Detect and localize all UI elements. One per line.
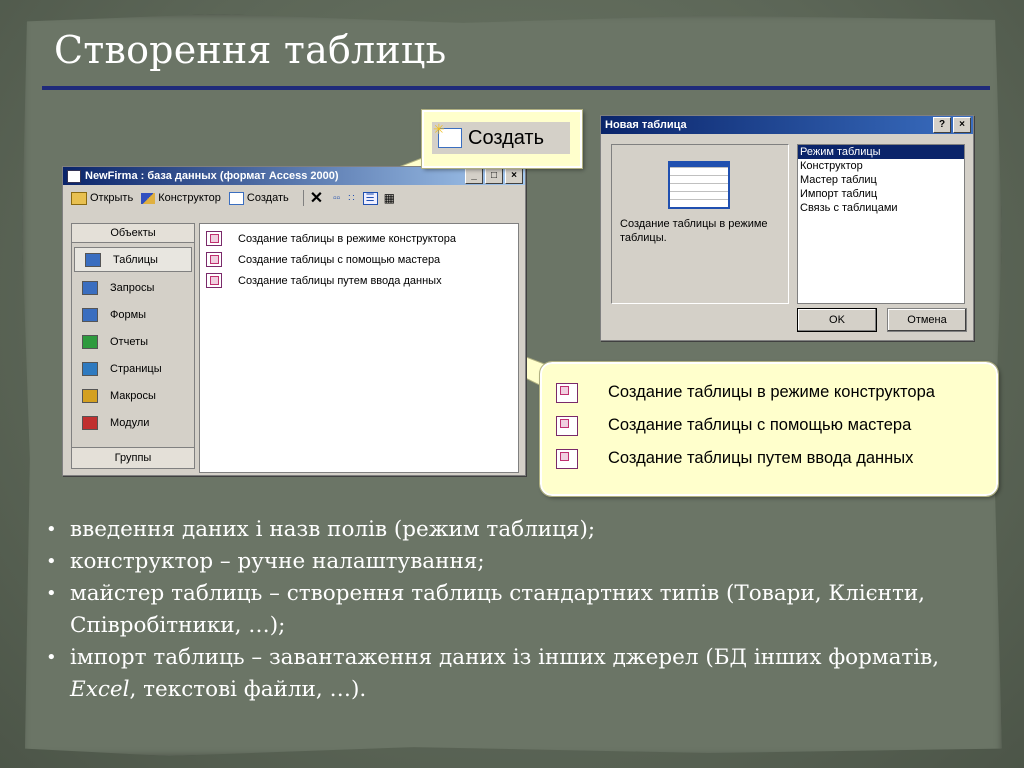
table-mode-option[interactable]: Связь с таблицами (800, 202, 898, 214)
form-icon (82, 308, 98, 322)
new-table-icon-large (433, 121, 462, 148)
nav-item-report[interactable] (72, 328, 194, 355)
create-button[interactable] (229, 192, 289, 205)
callout-item-label: Создание таблицы в режиме конструктора (608, 383, 935, 401)
list-item-label: Создание таблицы в режиме конструктора (238, 232, 456, 245)
nav-item-label: Макросы (110, 389, 156, 402)
table-mode-option[interactable]: Мастер таблиц (800, 174, 877, 186)
table-icon (85, 253, 101, 267)
callout-list-item (556, 376, 935, 409)
large-icons-view-icon[interactable]: ▫▫ (333, 192, 341, 204)
list-view-icon[interactable]: ☰ (363, 192, 378, 205)
nav-item-label: Таблицы (113, 253, 158, 266)
list-callout-items (556, 376, 935, 475)
database-window (62, 166, 526, 476)
create-callout-label: Создать (468, 126, 545, 149)
design-ruler-icon (141, 193, 155, 204)
create-callout (422, 110, 582, 168)
ok-button[interactable]: OK (797, 308, 877, 332)
dialog-close-button[interactable]: × (953, 117, 971, 133)
open-button[interactable] (71, 192, 133, 205)
maximize-button[interactable]: □ (485, 168, 503, 184)
access-app-icon (67, 170, 81, 183)
bullet-list (44, 514, 944, 706)
new-table-dialog-titlebar[interactable] (601, 116, 973, 134)
create-table-shortcut-icon (556, 449, 578, 469)
datasheet-preview-icon (668, 161, 730, 209)
help-button[interactable]: ? (933, 117, 951, 133)
cancel-button[interactable]: Отмена (887, 308, 967, 332)
create-button-label: Создать (246, 192, 289, 204)
create-table-shortcut-icon (206, 252, 222, 267)
list-callout (540, 362, 998, 496)
database-toolbar (63, 185, 525, 211)
new-table-dialog-title: Новая таблица (605, 119, 687, 131)
delete-icon[interactable]: ✕ (309, 190, 324, 207)
objects-nav-list (72, 247, 194, 436)
objects-header[interactable]: Объекты (72, 224, 194, 243)
nav-item-page[interactable] (72, 355, 194, 382)
create-table-shortcut-icon (556, 383, 578, 403)
nav-item-label: Формы (110, 308, 147, 321)
groups-header[interactable]: Группы (72, 447, 194, 468)
nav-item-table[interactable] (74, 247, 192, 272)
callout-item-label: Создание таблицы с помощью мастера (608, 416, 912, 434)
nav-item-label: Модули (110, 416, 150, 429)
bullet-text-pre: імпорт таблиць – завантаження даних із інших джерел (БД інших форматів, (70, 645, 940, 670)
bullet-item: • конструктор – ручне налаштування; (44, 546, 944, 578)
toolbar-separator (303, 190, 304, 206)
nav-item-macro[interactable] (72, 382, 194, 409)
preview-pane (611, 144, 789, 304)
table-mode-option[interactable]: Импорт таблиц (800, 188, 878, 200)
preview-description: Создание таблицы в режиме таблицы. (620, 218, 768, 244)
database-window-titlebar[interactable] (63, 167, 525, 185)
module-icon (82, 416, 98, 430)
constructor-button[interactable] (141, 192, 221, 204)
query-icon (82, 281, 98, 295)
close-button[interactable]: × (505, 168, 523, 184)
objects-pane (71, 223, 195, 469)
report-icon (82, 335, 98, 349)
nav-item-form[interactable] (72, 301, 194, 328)
list-item-label: Создание таблицы с помощью мастера (238, 253, 441, 266)
nav-item-label: Страницы (110, 362, 162, 375)
new-table-dialog (600, 115, 974, 341)
constructor-button-label: Конструктор (158, 192, 221, 204)
list-item-label: Создание таблицы путем ввода данных (238, 274, 442, 287)
details-view-icon[interactable]: ▦ (383, 191, 395, 205)
callout-item-label: Создание таблицы путем ввода данных (608, 449, 914, 467)
table-mode-option[interactable]: Конструктор (800, 160, 863, 172)
nav-item-query[interactable] (72, 274, 194, 301)
create-table-shortcut-icon (206, 231, 222, 246)
table-mode-option[interactable]: Режим таблицы (798, 145, 964, 159)
list-item[interactable] (200, 228, 518, 249)
small-icons-view-icon[interactable]: ∷ (348, 192, 355, 204)
nav-item-label: Отчеты (110, 335, 149, 348)
sparkle-icon: ✳ (433, 121, 445, 137)
slide-title: Створення таблиць (54, 28, 447, 72)
bullet-item: • майстер таблиць – створення таблиць стандартних типів (Товари, Клієнти, Співробітники, …); (44, 578, 944, 642)
list-item[interactable] (200, 270, 518, 291)
minimize-button[interactable]: _ (465, 168, 483, 184)
open-button-label: Открыть (90, 192, 134, 204)
open-folder-icon (71, 192, 87, 205)
macro-icon (82, 389, 98, 403)
database-window-title: NewFirma : база данных (формат Access 2000) (85, 170, 339, 182)
nav-item-module[interactable] (72, 409, 194, 436)
callout-list-item (556, 442, 935, 475)
bullet-text-em: Excel (70, 677, 130, 702)
list-item[interactable] (200, 249, 518, 270)
objects-list (199, 223, 519, 473)
bullet-item: • введення даних і назв полів (режим таблиця); (44, 514, 944, 546)
bullet-item (44, 642, 944, 706)
page-icon (82, 362, 98, 376)
bullet-text-post: , текстові файли, …). (129, 677, 367, 702)
callout-list-item (556, 409, 935, 442)
nav-item-label: Запросы (110, 281, 155, 294)
table-mode-list (797, 144, 965, 304)
create-callout-button[interactable] (432, 122, 570, 154)
create-table-shortcut-icon (556, 416, 578, 436)
new-table-icon (229, 192, 244, 205)
create-table-shortcut-icon (206, 273, 222, 288)
